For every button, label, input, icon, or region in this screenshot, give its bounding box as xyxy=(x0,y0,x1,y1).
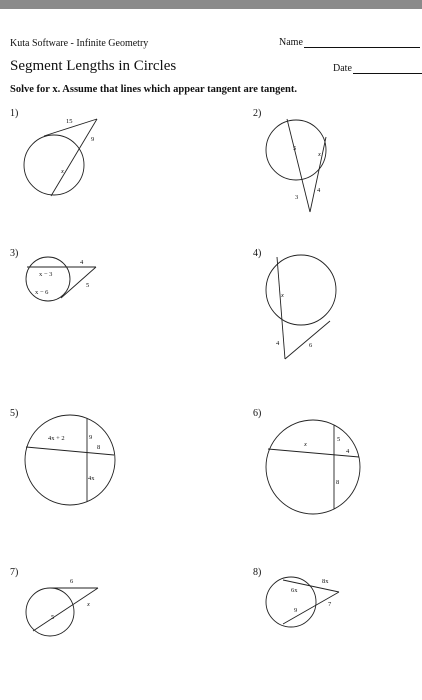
problem-8-number: 8) xyxy=(253,567,262,578)
problem-2-number: 2) xyxy=(253,108,262,119)
worksheet-title: Segment Lengths in Circles xyxy=(10,58,177,74)
problem-3-figure xyxy=(26,257,96,301)
problem-2-label: x xyxy=(318,151,321,158)
problem-5-chord-horizontal xyxy=(26,447,114,455)
problem-2-label: 3 xyxy=(295,194,299,201)
problem-3-label: x − 6 xyxy=(35,289,49,296)
problem-5-number: 5) xyxy=(10,408,19,419)
problem-5-figure xyxy=(25,415,115,505)
problem-7-circle xyxy=(26,588,74,636)
problem-5-label: 8 xyxy=(97,444,101,451)
instructions: Solve for x. Assume that lines which appear tangent are tangent. xyxy=(10,84,298,95)
problem-7-number: 7) xyxy=(10,567,19,578)
problem-7-label: 6 xyxy=(70,578,74,585)
problem-4-label: 4 xyxy=(276,340,280,347)
problem-1-label: 15 xyxy=(66,118,73,125)
problem-2-label: 5 xyxy=(293,145,297,152)
problem-2-secant-long xyxy=(287,119,310,212)
problem-7-figure xyxy=(26,578,98,636)
problem-1-label: 9 xyxy=(91,136,95,143)
problem-7-label: x xyxy=(87,601,90,608)
problem-8-label: 8x xyxy=(322,578,329,585)
problem-3-label: 4 xyxy=(80,259,84,266)
problem-1-circle xyxy=(24,135,84,195)
problem-5-circle xyxy=(25,415,115,505)
problem-2-secant-short xyxy=(310,137,326,212)
name-label: Name xyxy=(279,37,303,48)
problem-4-number: 4) xyxy=(253,248,262,259)
problem-1-secant xyxy=(51,119,97,196)
problem-3-label: 5 xyxy=(86,282,90,289)
problem-1-figure xyxy=(24,118,97,196)
problem-8-secant-bottom xyxy=(283,592,339,624)
problem-6-number: 6) xyxy=(253,408,262,419)
problem-8-label: 7 xyxy=(328,601,332,608)
problem-6-label: x xyxy=(304,441,307,448)
problem-6-label: 4 xyxy=(346,448,350,455)
problem-4-figure xyxy=(266,255,336,359)
problem-1-number: 1) xyxy=(10,108,19,119)
problem-7-label: 5 xyxy=(51,614,55,621)
problem-6-figure xyxy=(266,420,360,514)
problem-4-tangent xyxy=(285,321,330,359)
problem-2-label: 4 xyxy=(317,187,321,194)
problem-4-label: x xyxy=(281,292,284,299)
problem-3-secant-bottom xyxy=(61,267,96,298)
problem-8-label: 6x xyxy=(291,587,298,594)
problem-6-label: 8 xyxy=(336,479,340,486)
publisher-line: Kuta Software - Infinite Geometry xyxy=(10,38,149,49)
problem-3-label: x − 3 xyxy=(39,271,53,278)
problem-4-label: 6 xyxy=(309,342,313,349)
problem-5-label: 9 xyxy=(89,434,93,441)
problem-1-label: x xyxy=(61,168,64,175)
problem-2-figure xyxy=(266,119,326,212)
problem-8-label: 9 xyxy=(294,607,298,614)
problem-4-circle xyxy=(266,255,336,325)
date-label: Date xyxy=(333,63,352,74)
problem-3-number: 3) xyxy=(10,248,19,259)
problem-5-label: 4x xyxy=(88,475,95,482)
problem-8-figure xyxy=(266,577,339,627)
problem-7-secant xyxy=(33,588,98,631)
problem-5-label: 4x + 2 xyxy=(48,435,65,442)
problem-6-circle xyxy=(266,420,360,514)
problem-6-label: 5 xyxy=(337,436,341,443)
